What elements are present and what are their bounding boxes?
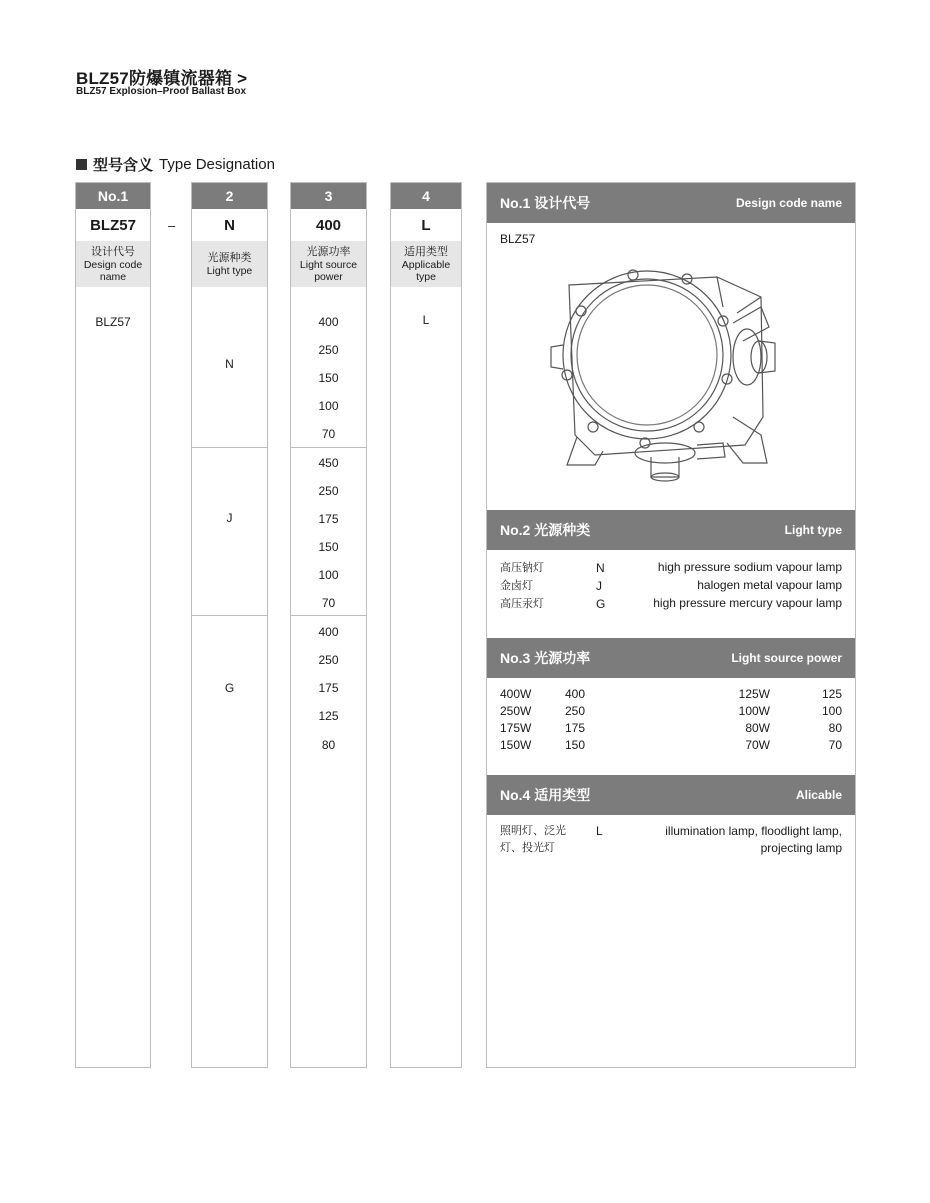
- power-value: 150: [318, 540, 339, 554]
- light-type-value: G: [224, 681, 235, 695]
- column-code: L: [421, 216, 431, 234]
- group-divider: [192, 615, 267, 616]
- section-bar-applicable-type: [487, 775, 855, 815]
- light-type-zh: 高压钠灯: [500, 562, 544, 574]
- section-bar-title-en: Light source power: [731, 651, 842, 665]
- section-bar-title-en: Design code name: [735, 196, 842, 210]
- light-type-code: G: [596, 597, 606, 611]
- page-subtitle: BLZ57 Explosion–Proof Ballast Box: [76, 86, 247, 97]
- power-code: 100: [821, 704, 842, 718]
- column-number: 2: [192, 183, 267, 209]
- description-en: Applicable type: [401, 258, 451, 283]
- column-code: N: [224, 216, 235, 234]
- power-value: 175: [318, 681, 339, 695]
- group-divider: [291, 615, 366, 616]
- column-description: [76, 241, 150, 287]
- square-bullet-icon: [76, 159, 87, 170]
- column-description: [291, 241, 366, 287]
- design-code-value: BLZ57: [500, 232, 536, 246]
- light-type-value: N: [225, 357, 234, 371]
- light-type-value: J: [226, 511, 233, 525]
- column-value: BLZ57: [95, 315, 131, 329]
- power-label: 400W: [500, 687, 532, 701]
- applicable-en-line1: illumination lamp, floodlight lamp,: [665, 824, 842, 838]
- column-number: No.1: [76, 183, 150, 209]
- description-zh: 光源功率: [306, 245, 351, 258]
- power-value: 70: [321, 596, 336, 610]
- column-description: [391, 241, 461, 287]
- power-value: 250: [318, 343, 339, 357]
- section-bar-title: No.2 光源种类: [500, 522, 591, 538]
- power-value: 250: [318, 653, 339, 667]
- power-value: 80: [321, 738, 336, 752]
- description-en: Light source power: [299, 258, 358, 283]
- section-heading-en: Type Designation: [159, 156, 275, 173]
- applicable-value: L: [422, 313, 430, 327]
- section-bar-design-code: [487, 183, 855, 223]
- ballast-box-drawing: [547, 267, 779, 483]
- applicable-en-line2: projecting lamp: [760, 841, 842, 855]
- power-code: 250: [565, 704, 586, 718]
- section-bar-light-type: [487, 510, 855, 550]
- column-number: 3: [291, 183, 366, 209]
- description-en: Light type: [206, 264, 253, 277]
- applicable-code: L: [596, 824, 603, 838]
- applicable-zh-line1: 照明灯、泛光: [500, 825, 566, 837]
- column-description: [192, 241, 267, 287]
- power-value: 100: [318, 568, 339, 582]
- column-code: BLZ57: [90, 216, 136, 234]
- section-bar-title-en: Light type: [784, 523, 842, 537]
- description-zh: 适用类型: [404, 245, 448, 258]
- power-label: 175W: [500, 721, 532, 735]
- power-label: 100W: [738, 704, 770, 718]
- section-heading: [76, 154, 275, 175]
- column-light-type: [191, 182, 268, 1068]
- section-bar-title-en: Alicable: [795, 788, 842, 802]
- power-code: 80: [828, 721, 842, 735]
- power-value: 100: [318, 399, 339, 413]
- power-code: 125: [821, 687, 842, 701]
- light-type-en: high pressure mercury vapour lamp: [653, 596, 842, 610]
- section-heading-zh: 型号含义: [93, 157, 154, 174]
- power-value: 70: [321, 427, 336, 441]
- description-en: Design code name: [83, 258, 143, 283]
- power-value: 175: [318, 512, 339, 526]
- power-value: 400: [318, 625, 339, 639]
- power-label: 250W: [500, 704, 532, 718]
- light-type-zh: 高压汞灯: [500, 598, 544, 610]
- page-title: BLZ57防爆镇流器箱 >: [76, 69, 248, 88]
- power-value: 400: [318, 315, 339, 329]
- power-label: 150W: [500, 738, 532, 752]
- power-label: 125W: [738, 687, 770, 701]
- power-value: 150: [318, 371, 339, 385]
- column-applicable-type: [390, 182, 462, 1068]
- column-design-code: [75, 182, 151, 1068]
- separator-dash: –: [168, 218, 176, 233]
- power-label: 70W: [745, 738, 770, 752]
- light-type-zh: 金卤灯: [500, 580, 533, 592]
- section-bar-title: No.3 光源功率: [500, 650, 591, 666]
- power-value: 125: [318, 709, 339, 723]
- power-value: 250: [318, 484, 339, 498]
- section-bar-title: No.1 设计代号: [500, 195, 591, 211]
- column-light-source-power: [290, 182, 367, 1068]
- light-type-en: halogen metal vapour lamp: [697, 578, 842, 592]
- description-panel: [486, 182, 856, 1068]
- group-divider: [291, 447, 366, 448]
- column-code: 400: [315, 216, 342, 234]
- power-code: 400: [565, 687, 586, 701]
- description-zh: 光源种类: [207, 251, 252, 264]
- column-number: 4: [391, 183, 461, 209]
- power-label: 80W: [745, 721, 770, 735]
- light-type-code: J: [596, 579, 602, 593]
- description-zh: 设计代号: [91, 245, 135, 258]
- power-value: 450: [318, 456, 339, 470]
- section-bar-light-source-power: [487, 638, 855, 678]
- power-code: 150: [565, 738, 586, 752]
- power-code: 70: [828, 738, 842, 752]
- group-divider: [192, 447, 267, 448]
- light-type-en: high pressure sodium vapour lamp: [657, 560, 842, 574]
- applicable-zh-line2: 灯、投光灯: [500, 842, 555, 854]
- section-bar-title: No.4 适用类型: [500, 787, 591, 803]
- light-type-code: N: [596, 561, 605, 575]
- power-code: 175: [565, 721, 586, 735]
